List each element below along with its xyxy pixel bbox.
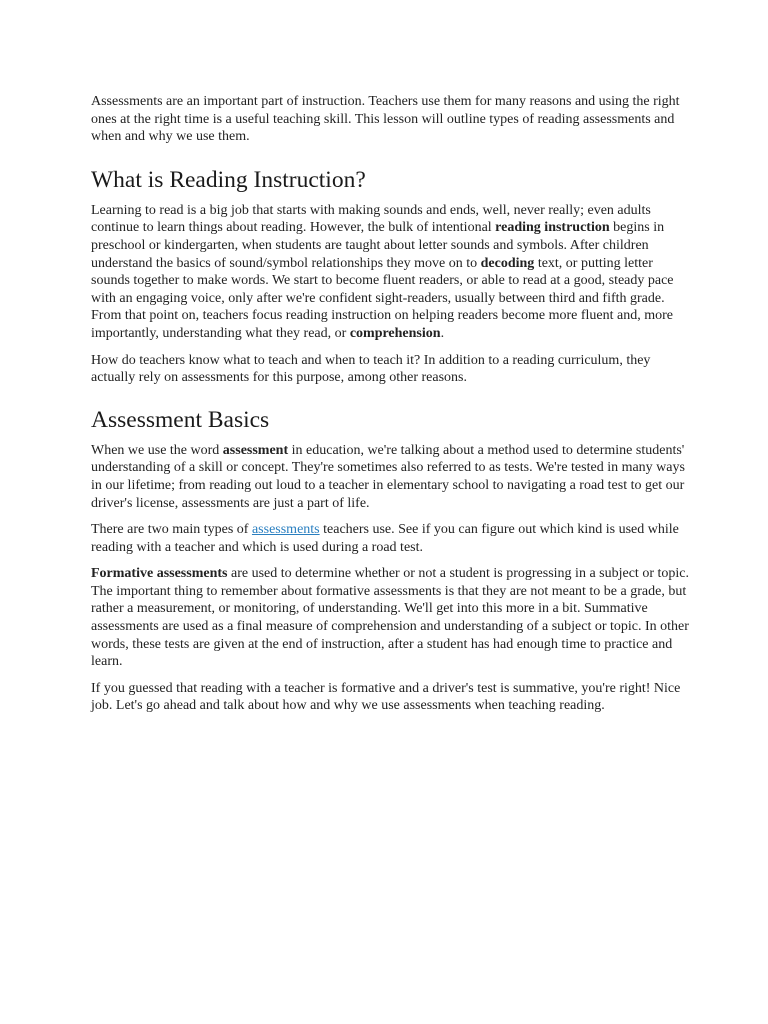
- text-run: Learning to read is a big job that starts with making sounds and ends, well, never really; even adults continue to learn things about reading. However, the bulk of intentional: [91, 202, 651, 236]
- curriculum-paragraph: How do teachers know what to teach and when to teach it? In addition to a reading curriculum, they actually rely on assessments for this purpose, among other reasons.: [91, 352, 651, 386]
- text-run: in education, we're talking about a method used to determine students' understanding of a skill or concept. They're sometimes also referred to as tests. We're tested in many ways in our lifetime; from reading out loud to a teacher in elementary school to navigating a road test to get our driver's license, assessments are just a part of life.: [91, 442, 685, 511]
- section-heading-reading-instruction: What is Reading Instruction?: [91, 166, 366, 193]
- assessment-definition-paragraph: [91, 442, 691, 512]
- term-assessment: assessment: [222, 442, 289, 458]
- text-run: When we use the word: [91, 442, 223, 458]
- text-run: text, or putting letter sounds together to make words. We start to become fluent readers, or able to read at a good, steady pace with an engaging voice, only after we're confident sight-readers, usually between third and fifth grade. From that point on, teachers focus reading instruction on helping readers become more fluent and, more importantly, understanding what they read, or: [91, 255, 674, 341]
- term-formative-assessments: Formative assessments: [91, 566, 228, 582]
- term-decoding: decoding: [480, 255, 535, 271]
- text-run: begins in preschool or kindergarten, when students are taught about letter sounds and symbols. After children understand the basics of sound/symbol relationships they move on to: [91, 220, 665, 271]
- text-run: .: [440, 325, 445, 341]
- intro-paragraph: Assessments are an important part of instruction. Teachers use them for many reasons and using the right ones at the right time is a useful teaching skill. This lesson will outline types of reading assessments and when and why we use them.: [91, 94, 680, 145]
- reading-instruction-paragraph: [91, 202, 691, 343]
- assessments-link[interactable]: assessments: [251, 522, 320, 538]
- summary-paragraph: If you guessed that reading with a teacher is formative and a driver's test is summative, you're right! Nice job. Let's go ahead and talk about how and why we use assessments when teaching reading.: [91, 680, 681, 714]
- term-comprehension: comprehension: [349, 325, 441, 341]
- section-heading-assessment-basics: Assessment Basics: [91, 406, 270, 433]
- text-run: are used to determine whether or not a student is progressing in a subject or topic. The important thing to remember about formative assessments is that they are not meant to be a grade, but rather a measurement, or monitoring, of understanding. We'll get into this more in a bit. Summative assessments are used as a final measure of comprehension and understanding of a subject or topic. In other words, these tests are given at the end of instruction, after a student has had enough time to practice and learn.: [91, 566, 689, 670]
- formative-assessments-paragraph: [91, 565, 691, 671]
- term-reading-instruction: reading instruction: [495, 220, 610, 236]
- text-run: There are two main types of: [91, 522, 252, 538]
- text-run: teachers use. See if you can figure out which kind is used while reading with a teacher and which is used during a road test.: [91, 522, 679, 555]
- document-page: [91, 93, 691, 724]
- assessment-types-paragraph: [91, 521, 691, 556]
